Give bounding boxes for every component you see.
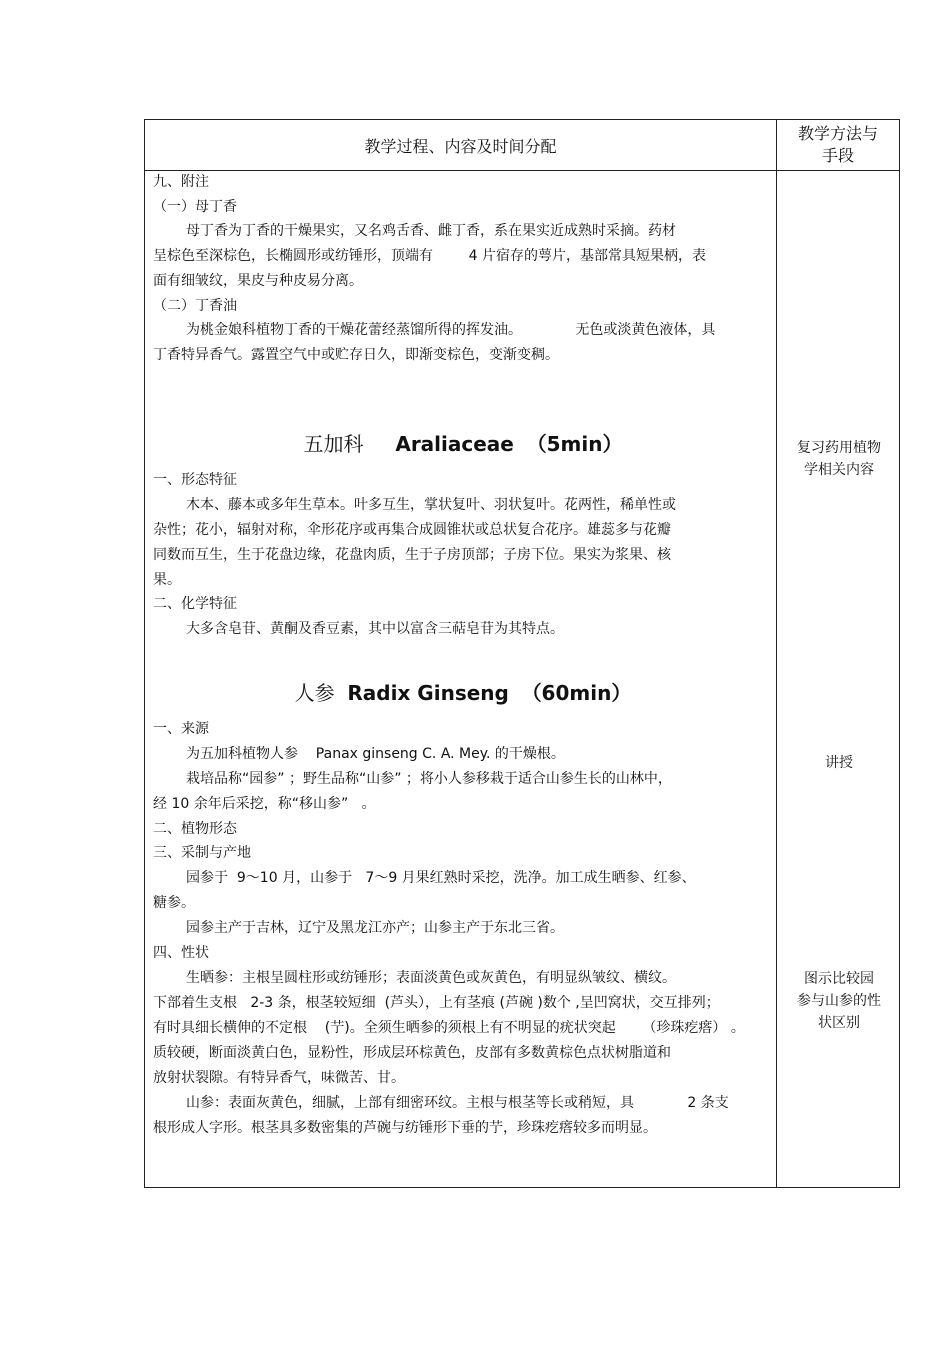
paragraph-line: 根形成人字形。根茎具多数密集的芦碗与纺锤形下垂的艼，珍珠疙瘩较多而明显。: [153, 1120, 657, 1136]
title-latin: Araliaceae: [395, 432, 514, 456]
subsection-heading: （一）母丁香: [153, 199, 237, 215]
title-latin: Radix Ginseng: [347, 681, 509, 705]
paragraph-line: 呈棕色至深棕色，长椭圆形或纺锤形，顶端有 4 片宿存的萼片，基部常具短果柄，表: [153, 248, 706, 264]
section-heading: 四、性状: [153, 945, 209, 961]
section-title-araliaceae: [153, 431, 773, 457]
section-heading: 九、附注: [153, 174, 209, 190]
paragraph-line: 杂性；花小，辐射对称，伞形花序或再集合成圆锥状或总状复合花序。雄蕊多与花瓣: [153, 522, 671, 538]
paragraph-line: 为桃金娘科植物丁香的干燥花蕾经蒸馏所得的挥发油。 无色或淡黄色液体，具: [186, 322, 716, 338]
lesson-table: [144, 119, 900, 1188]
header-side: [777, 120, 899, 170]
header-side-line2: 手段: [821, 146, 854, 165]
method-line: 复习药用植物: [797, 440, 881, 456]
paragraph-line: 果。: [153, 572, 181, 588]
section-title-ginseng: [153, 680, 773, 706]
section-heading: 二、化学特征: [153, 596, 237, 612]
section-heading: 一、形态特征: [153, 472, 237, 488]
paragraph-line: 经 10 余年后采挖，称“移山参” 。: [153, 796, 376, 812]
method-line: 状区别: [818, 1015, 860, 1031]
paragraph-line: 有时具细长横伸的不定根 (艼)。全须生晒参的须根上有不明显的疣状突起 （珍珠疙瘩） 。: [153, 1020, 745, 1036]
paragraph-line: 园参于 9～10 月，山参于 7～9 月果红熟时采挖，洗净。加工成生晒参、红参、: [186, 870, 696, 886]
paragraph-line: 木本、藤本或多年生草本。叶多互生，掌状复叶、羽状复叶。花两性，稀单性或: [186, 497, 676, 513]
method-review: [777, 437, 901, 481]
section-heading: 二、植物形态: [153, 821, 237, 837]
section-heading: 三、采制与产地: [153, 845, 251, 861]
method-line: 参与山参的性: [797, 993, 881, 1009]
paragraph-line: 生晒参：主根呈圆柱形或纺锤形；表面淡黄色或灰黄色，有明显纵皱纹、横纹。: [186, 970, 676, 986]
paragraph-line: 放射状裂隙。有特异香气，味微苦、甘。: [153, 1070, 405, 1086]
title-cn: 人参: [294, 681, 335, 705]
header-main: 教学过程、内容及时间分配: [364, 136, 557, 156]
paragraph-line: 大多含皂苷、黄酮及香豆素，其中以富含三萜皂苷为其特点。: [186, 621, 564, 637]
paragraph-line: 为五加科植物人参 Panax ginseng C. A. Mey. 的干燥根。: [186, 746, 565, 762]
title-time: （60min）: [521, 681, 632, 705]
paragraph-line: 质较硬，断面淡黄白色，显粉性，形成层环棕黄色，皮部有多数黄棕色点状树脂道和: [153, 1045, 671, 1061]
paragraph-line: 山参：表面灰黄色，细腻，上部有细密环纹。主根与根茎等长或稍短，具 2 条支: [186, 1095, 729, 1111]
header-divider: [145, 170, 899, 171]
paragraph-line: 园参主产于吉林，辽宁及黑龙江亦产；山参主产于东北三省。: [186, 920, 564, 936]
paragraph-line: 同数而互生，生于花盘边缘，花盘肉质，生于子房顶部；子房下位。果实为浆果、核: [153, 547, 671, 563]
paragraph-line: 下部着生支根 2-3 条，根茎较短细 (芦头），上有茎痕 (芦碗 )数个 ,呈凹窝状，交互排列；: [153, 995, 720, 1011]
paragraph-line: 栽培品称“园参” ；野生品称“山参” ；将小人参移栽于适合山参生长的山林中，: [186, 771, 672, 787]
title-cn: 五加科: [303, 432, 364, 456]
method-line: 图示比较园: [804, 971, 874, 987]
method-lecture: [777, 752, 901, 774]
method-line: 学相关内容: [804, 462, 874, 478]
method-illustration: [777, 968, 901, 1034]
section-heading: 一、来源: [153, 721, 209, 737]
paragraph-line: 面有细皱纹，果皮与种皮易分离。: [153, 273, 363, 289]
header-side-line1: 教学方法与: [797, 124, 878, 143]
paragraph-line: 母丁香为丁香的干燥果实，又名鸡舌香、雌丁香，系在果实近成熟时采摘。药材: [186, 223, 676, 239]
method-line: 讲授: [825, 755, 853, 771]
subsection-heading: （二）丁香油: [153, 298, 237, 314]
paragraph-line: 糖参。: [153, 895, 195, 911]
title-time: （5min）: [526, 432, 623, 456]
paragraph-line: 丁香特异香气。露置空气中或贮存日久，即渐变棕色，变渐变稠。: [153, 347, 559, 363]
